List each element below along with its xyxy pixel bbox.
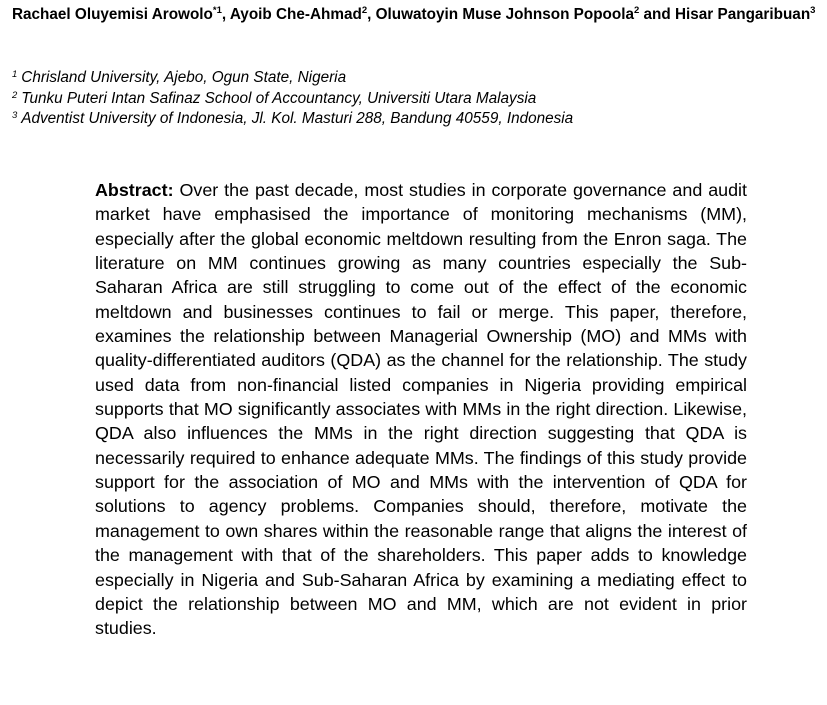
author-name: Rachael Oluyemisi Arowolo bbox=[12, 6, 213, 23]
author-affiliation-marker: 3 bbox=[810, 5, 816, 16]
author-list bbox=[12, 5, 817, 25]
abstract-text: Over the past decade, most studies in corporate governance and audit market have emphasised the importance of monitoring mechanisms (MM), especially after the global economic meltdown resulting from the Enron saga. The literature on MM continues growing as many countries especially the Sub-Saharan Africa are still struggling to come out of the effect of the economic meltdown and businesses continues to fail or merge. This paper, therefore, examines the relationship between Managerial Ownership (MO) and MMs with quality-differentiated auditors (QDA) as the channel for the relationship. The study used data from non-financial listed companies in Nigeria providing empirical supports that MO significantly associates with MMs in the right direction. Likewise, QDA also influences the MMs in the right direction suggesting that QDA is necessarily required to enhance adequate MMs. The findings of this study provide support for the association of MO and MMs with the intervention of QDA for solutions to agency problems. Companies should, therefore, motivate the management to own shares within the reasonable range that aligns the interest of the management with that of the shareholders. This paper adds to knowledge especially in Nigeria and Sub-Saharan Africa by examining a mediating effect to depict the relationship between MO and MM, which are not evident in prior studies. bbox=[95, 180, 747, 639]
affiliation-text: Chrisland University, Ajebo, Ogun State, Nigeria bbox=[21, 69, 347, 86]
author-affiliation-marker: 2 bbox=[361, 5, 368, 16]
affiliation-list bbox=[12, 68, 817, 130]
author-affiliation-marker: *1 bbox=[212, 5, 222, 16]
author-separator: , bbox=[221, 6, 230, 23]
abstract-paragraph bbox=[95, 178, 747, 641]
abstract-label: Abstract: bbox=[95, 180, 174, 200]
affiliation-item bbox=[12, 109, 817, 130]
affiliation-number: 2 bbox=[12, 89, 18, 101]
affiliation-item bbox=[12, 68, 817, 89]
author-separator: and bbox=[639, 6, 675, 23]
affiliation-number: 3 bbox=[12, 110, 18, 121]
affiliation-text: Tunku Puteri Intan Safinaz School of Accountancy, Universiti Utara Malaysia bbox=[21, 89, 537, 107]
author-name: Hisar Pangaribuan bbox=[675, 6, 811, 23]
affiliation-text: Adventist University of Indonesia, Jl. Kol. Masturi 288, Bandung 40559, Indonesia bbox=[21, 110, 574, 127]
author-separator: , bbox=[367, 6, 376, 23]
author-name: Oluwatoyin Muse Johnson Popoola bbox=[375, 6, 634, 23]
author-affiliation-marker: 2 bbox=[634, 5, 640, 16]
affiliation-item bbox=[12, 89, 817, 110]
affiliation-number: 1 bbox=[12, 69, 18, 80]
author-name: Ayoib Che-Ahmad bbox=[229, 6, 362, 23]
